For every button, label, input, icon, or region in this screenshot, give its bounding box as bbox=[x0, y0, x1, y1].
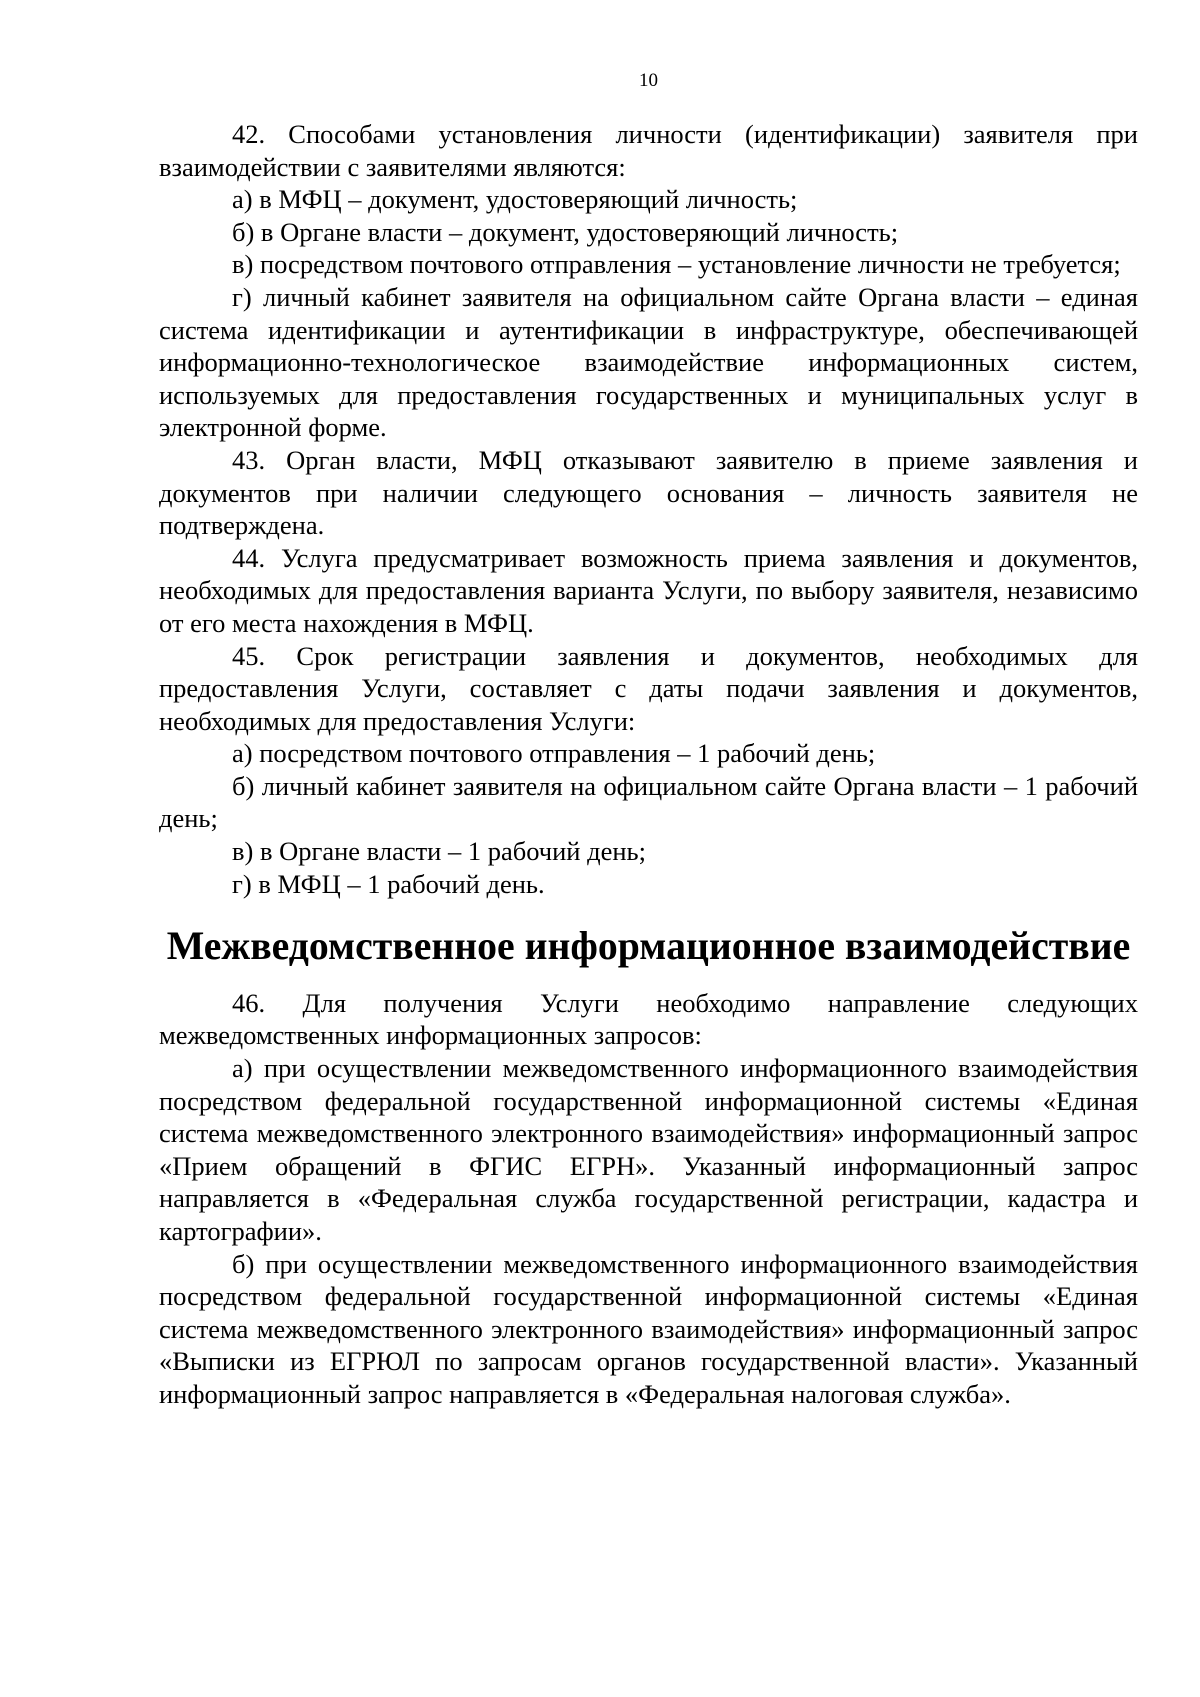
paragraph-42: 42. Способами установления личности (идентификации) заявителя при взаимодействии с заявителями являются: bbox=[159, 119, 1138, 182]
paragraph-45-item-g: г) в МФЦ – 1 рабочий день. bbox=[232, 868, 545, 899]
paragraph-45-item-a: а) посредством почтового отправления – 1 рабочий день; bbox=[232, 738, 876, 769]
section-heading: Межведомственное информационное взаимодействие bbox=[166, 924, 1131, 969]
paragraph-42-item-b: б) в Органе власти – документ, удостоверяющий личность; bbox=[232, 216, 899, 247]
paragraph-43: 43. Орган власти, МФЦ отказывают заявителю в приеме заявления и документов при наличии следующего основания – личность заявителя не подтверждена. bbox=[159, 444, 1138, 541]
page-number: 10 bbox=[639, 70, 658, 91]
paragraph-46: 46. Для получения Услуги необходимо направление следующих межведомственных информационных запросов: bbox=[159, 987, 1138, 1051]
paragraph-45-item-v: в) в Органе власти – 1 рабочий день; bbox=[232, 836, 646, 867]
paragraph-44: 44. Услуга предусматривает возможность приема заявления и документов, необходимых для предоставления варианта Услуги, по выбору заявителя, независимо от его места нахождения в МФЦ. bbox=[159, 542, 1138, 638]
paragraph-42-item-a: а) в МФЦ – документ, удостоверяющий личность; bbox=[232, 184, 798, 215]
paragraph-46-item-a: а) при осуществлении межведомственного информационного взаимодействия посредством федеральной государственной информационной системы «Единая система межведомственного электронного взаимодействия» информационный запрос «Прием обращений в ФГИС ЕГРН». Указанный информационный запрос направляется в «Федеральная служба государственной регистрации, кадастра и картографии». bbox=[159, 1053, 1138, 1246]
paragraph-42-item-v: в) посредством почтового отправления – установление личности не требуется; bbox=[232, 249, 1121, 280]
paragraph-42-item-g: г) личный кабинет заявителя на официальном сайте Органа власти – единая система идентификации и аутентификации в инфраструктуре, обеспечивающей информационно-технологическое взаимодействие информационных систем, используемых для предоставления государственных и муниципальных услуг в электронной форме. bbox=[159, 281, 1138, 443]
document-body bbox=[159, 118, 1138, 1411]
paragraph-46-item-b: б) при осуществлении межведомственного информационного взаимодействия посредством федеральной государственной информационной системы «Единая система межведомственного электронного взаимодействия» информационный запрос «Выписки из ЕГРЮЛ по запросам органов государственной власти». Указанный информационный запрос направляется в «Федеральная налоговая служба». bbox=[159, 1248, 1138, 1409]
paragraph-45-item-b: б) личный кабинет заявителя на официальном сайте Органа власти – 1 рабочий день; bbox=[159, 770, 1138, 834]
paragraph-45: 45. Срок регистрации заявления и документов, необходимых для предоставления Услуги, составляет с даты подачи заявления и документов, необходимых для предоставления Услуги: bbox=[159, 640, 1138, 736]
